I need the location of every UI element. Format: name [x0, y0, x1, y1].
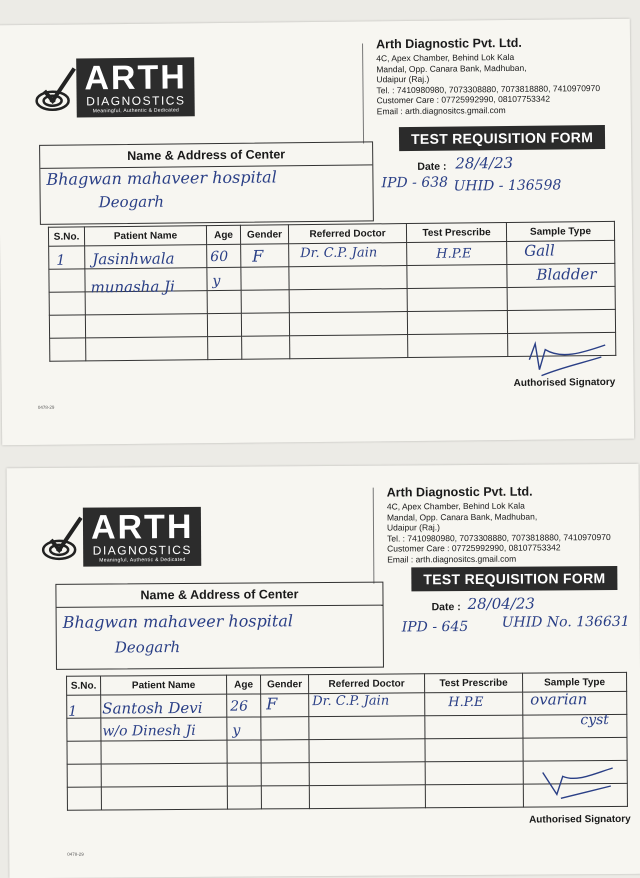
company-address-line2: Mandal, Opp. Canara Bank, Madhuban,	[386, 511, 538, 523]
company-tel: Tel. : 7410980980, 7073308880, 7073818880, 7410970970	[376, 82, 601, 95]
center-box	[55, 582, 384, 670]
entry-gender: F	[266, 694, 278, 714]
arth-logo	[41, 507, 202, 567]
center-box-title: Name & Address of Center	[56, 583, 382, 608]
company-info	[387, 482, 611, 565]
header-patient-name: Patient Name	[84, 226, 206, 246]
header-test-prescribe: Test Prescribe	[425, 673, 523, 693]
signature-scribble	[521, 339, 611, 380]
date-value: 28/4/23	[455, 153, 514, 173]
company-care: Customer Care : 07725992990, 08107753342	[376, 93, 551, 106]
company-care: Customer Care : 07725992990, 08107753342	[387, 542, 561, 554]
logo-subtitle: DIAGNOSTICS	[86, 93, 186, 109]
date-label: Date :	[431, 601, 461, 614]
company-tel: Tel. : 7410980980, 7073308880, 7073818880, 7410970970	[387, 531, 611, 544]
center-city: Deogarh	[114, 638, 181, 657]
form-code: 0478-29	[67, 851, 84, 857]
center-city: Deogarh	[98, 192, 165, 212]
authorised-signatory-label: Authorised Signatory	[513, 376, 616, 389]
entry-sample-type-2: cyst	[580, 712, 609, 729]
entry-patient-name-2: munasha Ji	[90, 277, 176, 297]
company-name: Arth Diagnostic Pvt. Ltd.	[386, 484, 533, 500]
company-address-line2: Mandal, Opp. Canara Bank, Madhuban,	[376, 62, 527, 74]
uhid-number: UHID No. 136631	[501, 613, 630, 631]
entry-sno: 1	[56, 252, 66, 269]
requisition-form-1	[0, 19, 634, 446]
header-divider	[362, 43, 364, 143]
header-age: Age	[227, 675, 261, 694]
entry-referred-doctor: Dr. C.P. Jain	[300, 245, 378, 262]
entry-test-prescribe: H.P.E	[436, 246, 472, 262]
entry-referred-doctor: Dr. C.P. Jain	[312, 693, 390, 710]
logo-name: ARTH	[84, 58, 188, 98]
ipd-number: IPD - 638	[381, 174, 449, 192]
header-gender: Gender	[261, 675, 309, 694]
form-code: 0478-29	[37, 404, 55, 410]
entry-sno: 1	[68, 703, 78, 720]
center-name: Bhagwan mahaveer hospital	[62, 611, 294, 632]
logo-tagline: Meaningful, Authentic & Dedicated	[99, 556, 186, 564]
header-sample-type: Sample Type	[506, 221, 614, 241]
company-address-line3: Udaipur (Raj.)	[376, 73, 430, 85]
header-sno: S.No.	[67, 676, 101, 695]
requisition-form-2	[7, 464, 640, 878]
uhid-number: UHID - 136598	[453, 177, 562, 195]
company-info	[376, 33, 600, 116]
header-test-prescribe: Test Prescribe	[406, 223, 506, 243]
entry-age-unit: y	[212, 273, 221, 290]
entry-age: 26	[230, 698, 249, 715]
arth-logo	[34, 57, 195, 118]
header-gender: Gender	[240, 225, 288, 245]
logo-name: ARTH	[90, 507, 194, 547]
entry-sample-type: ovarian	[530, 690, 588, 709]
entry-gender: F	[252, 246, 264, 266]
logo-subtitle: DIAGNOSTICS	[92, 542, 193, 558]
header-age: Age	[206, 225, 240, 244]
entry-test-prescribe: H.P.E	[448, 694, 484, 711]
logo-wordmark	[76, 57, 195, 117]
center-name: Bhagwan mahaveer hospital	[46, 167, 277, 189]
authorised-signatory-label: Authorised Signatory	[529, 813, 631, 826]
header-sno: S.No.	[48, 227, 84, 246]
entry-age-unit: y	[232, 722, 241, 739]
entry-patient-name-2: w/o Dinesh Ji	[102, 722, 196, 740]
form-title: TEST REQUISITION FORM	[411, 566, 617, 591]
company-address-line1: 4C, Apex Chamber, Behind Lok Kala	[386, 500, 525, 512]
form-title: TEST REQUISITION FORM	[399, 125, 605, 151]
center-box-title: Name & Address of Center	[40, 142, 372, 168]
entry-patient-name: Jasinhwala	[92, 249, 175, 269]
center-box	[39, 141, 374, 224]
header-referred-doctor: Referred Doctor	[288, 224, 406, 244]
entry-patient-name: Santosh Devi	[102, 698, 203, 718]
company-address-line1: 4C, Apex Chamber, Behind Lok Kala	[376, 51, 515, 64]
date-label: Date :	[417, 160, 447, 173]
logo-wordmark	[83, 507, 202, 567]
company-email: Email : arth.diagnositcs.gmail.com	[387, 553, 517, 565]
logo-tagline: Meaningful, Authentic & Dedicated	[92, 107, 180, 115]
company-email: Email : arth.diagnositcs.gmail.com	[376, 104, 506, 116]
entry-sample-type: Gall	[524, 241, 555, 260]
header-patient-name: Patient Name	[101, 675, 227, 695]
header-referred-doctor: Referred Doctor	[309, 674, 425, 694]
signature-scribble	[537, 764, 617, 805]
entry-age: 60	[210, 248, 229, 266]
company-address-line3: Udaipur (Raj.)	[386, 522, 440, 533]
company-name: Arth Diagnostic Pvt. Ltd.	[375, 35, 522, 52]
date-value: 28/04/23	[467, 594, 535, 613]
header-sample-type: Sample Type	[523, 672, 627, 692]
entry-sample-type-2: Bladder	[536, 265, 597, 284]
ipd-number: IPD - 645	[401, 618, 469, 636]
header-divider	[373, 488, 375, 584]
